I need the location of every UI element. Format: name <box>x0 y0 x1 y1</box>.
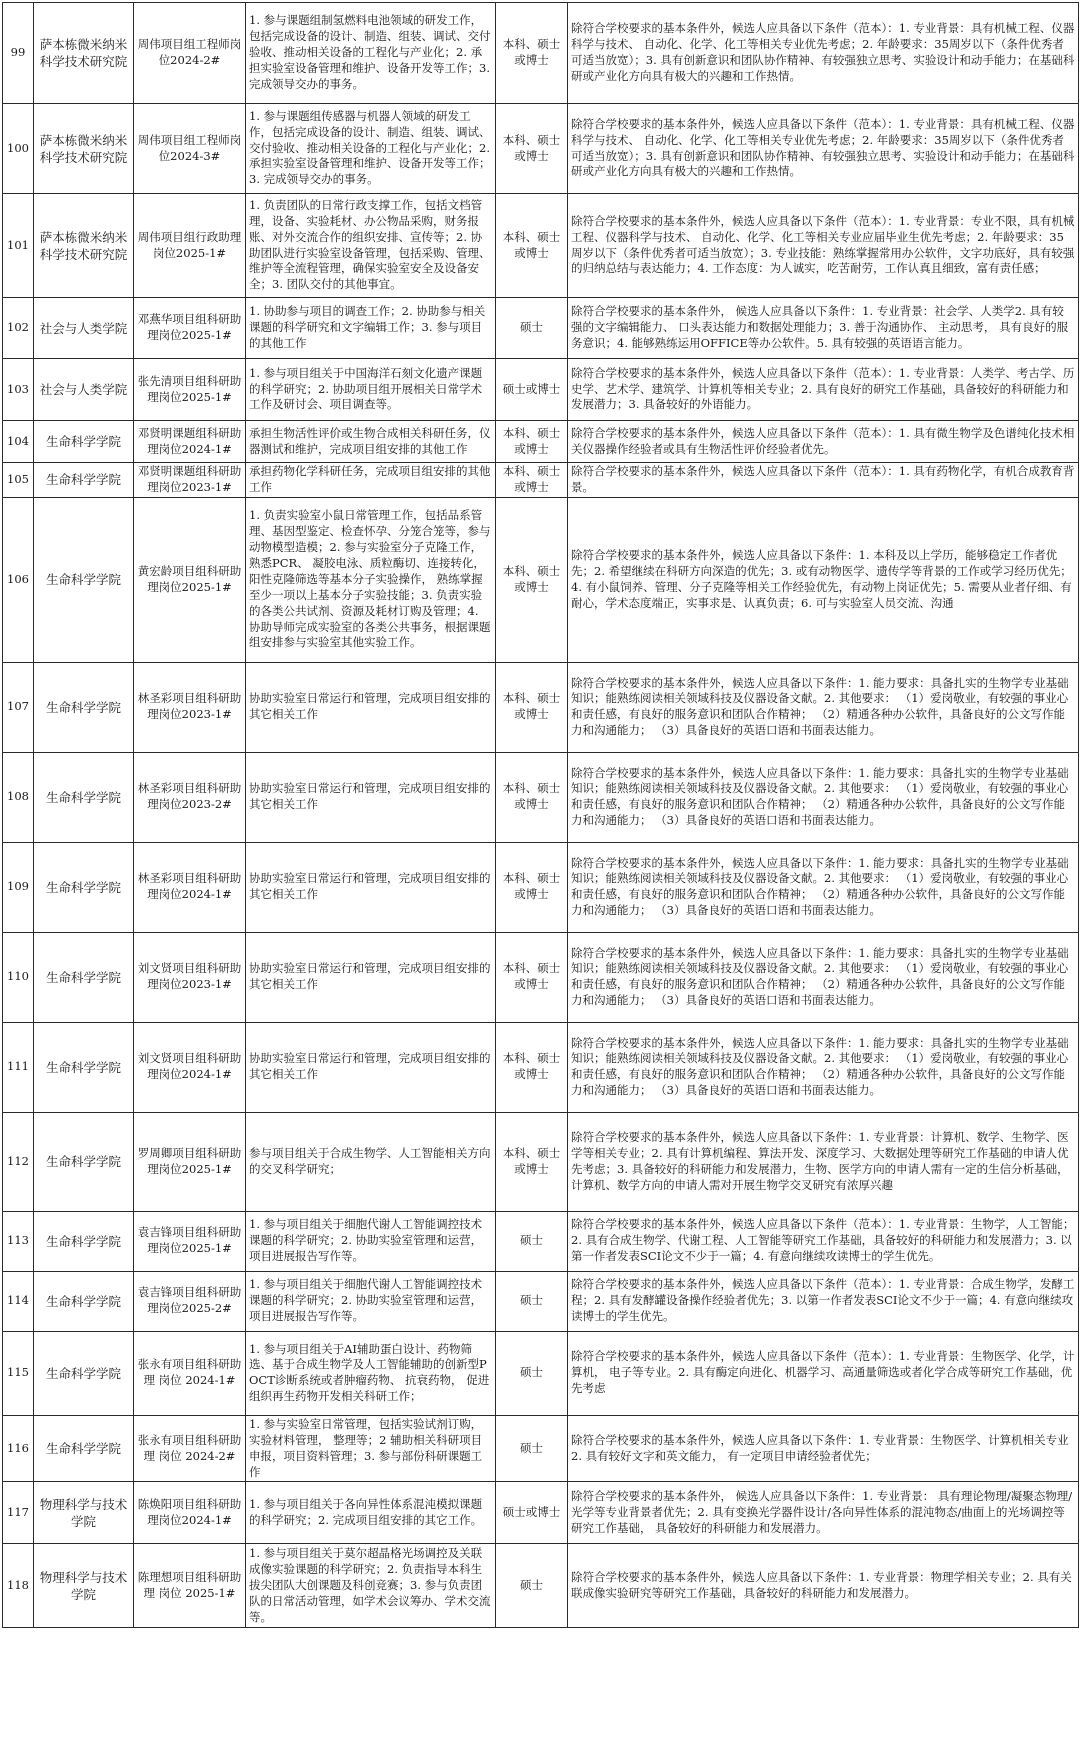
table-row <box>3 194 1079 298</box>
education-cell: 本科、硕士或博士 <box>496 421 568 463</box>
unit-cell: 萨本栋微米纳米科学技术研究院 <box>34 194 134 298</box>
duty-cell: 承担生物活性评价或生物合成相关科研任务，仪器测试和维护，完成项目组安排的其他工作 <box>246 421 496 463</box>
unit-cell: 生命科学学院 <box>34 662 134 752</box>
row-number-cell: 104 <box>3 421 34 463</box>
post-title-cell: 邓贤明课题组科研助理岗位2024-1# <box>134 421 246 463</box>
duty-cell: 承担药物化学科研任务，完成项目组安排的其他工作 <box>246 463 496 498</box>
unit-cell: 生命科学学院 <box>34 1022 134 1112</box>
education-cell: 硕士或博士 <box>496 359 568 421</box>
row-number-cell: 101 <box>3 194 34 298</box>
requirements-cell: 除符合学校要求的基本条件外，候选人应具备以下条件：1. 能力要求：具备扎实的生物学专业基础知识；能熟练阅读相关领域科技及仪器设备文献。2. 其他要求： （1）爱岗敬业，有较强的事业心和责任感，有良好的服务意识和团队合作精神； （2）精通各种办公软件，具备良好的公文写作能力和沟通能力； （3）具备良好的英语口语和书面表达能力。 <box>568 842 1079 932</box>
unit-cell: 生命科学学院 <box>34 842 134 932</box>
duty-cell: 1. 参与项目组关于莫尔超晶格光场调控及关联成像实验课题的科学研究；2. 负责指导本科生拔尖团队大创课题及科创竞赛；3. 参与负责团队的日常活动管理，如学术会议筹办、学术交流等。 <box>246 1544 496 1628</box>
table-row <box>3 932 1079 1022</box>
education-cell: 硕士 <box>496 298 568 359</box>
education-cell: 本科、硕士或博士 <box>496 463 568 498</box>
requirements-cell: 除符合学校要求的基本条件外，候选人应具备以下条件：1. 能力要求：具备扎实的生物学专业基础知识；能熟练阅读相关领域科技及仪器设备文献。2. 其他要求： （1）爱岗敬业，有较强的事业心和责任感，有良好的服务意识和团队合作精神； （2）精通各种办公软件，具备良好的公文写作能力和沟通能力； （3）具备良好的英语口语和书面表达能力。 <box>568 932 1079 1022</box>
unit-cell: 生命科学学院 <box>34 932 134 1022</box>
post-title-cell: 刘文贤项目组科研助理岗位2024-1# <box>134 1022 246 1112</box>
requirements-cell: 除符合学校要求的基本条件外，候选人应具备以下条件（范本）：1. 专业背景：合成生物学，发酵工程；2. 具有发酵罐设备操作经验者优先；3. 以第一作者发表SCI论文不少于一篇；4. 有意向继续攻读博士的学生优先。 <box>568 1271 1079 1331</box>
table-row <box>3 1022 1079 1112</box>
post-title-cell: 张永有项目组科研助理 岗位 2024-2# <box>134 1415 246 1482</box>
duty-cell: 1. 参与项目组关于AI辅助蛋白设计、药物筛选、基于合成生物学及人工智能辅助的创新型POCT诊断系统或者肿瘤药物、 抗衰药物， 促进组织再生药物开发相关科研工作； <box>246 1331 496 1415</box>
unit-cell: 生命科学学院 <box>34 752 134 842</box>
post-title-cell: 周伟项目组工程师岗位2024-2# <box>134 3 246 104</box>
requirements-cell: 除符合学校要求的基本条件外，候选人应具备以下条件：1. 能力要求：具备扎实的生物学专业基础知识；能熟练阅读相关领域科技及仪器设备文献。2. 其他要求： （1）爱岗敬业，有较强的事业心和责任感，有良好的服务意识和团队合作精神； （2）精通各种办公软件，具备良好的公文写作能力和沟通能力； （3）具备良好的英语口语和书面表达能力。 <box>568 752 1079 842</box>
table-row <box>3 1112 1079 1211</box>
positions-table-body <box>3 3 1079 1628</box>
table-row <box>3 1482 1079 1544</box>
requirements-cell: 除符合学校要求的基本条件外，候选人应具备以下条件（范本）：1. 专业背景：生物学，人工智能；2. 具有合成生物学、代谢工程、人工智能等研究工作基础，具备较好的科研能力和发展潜力；3. 以第一作者发表SCI论文不少于一篇；4. 有意向继续攻读博士的学生优先。 <box>568 1211 1079 1271</box>
table-row <box>3 1271 1079 1331</box>
education-cell: 硕士 <box>496 1415 568 1482</box>
post-title-cell: 周伟项目组工程师岗位2024-3# <box>134 104 246 194</box>
row-number-cell: 108 <box>3 752 34 842</box>
table-row <box>3 752 1079 842</box>
unit-cell: 社会与人类学院 <box>34 359 134 421</box>
post-title-cell: 袁吉锋项目组科研助理岗位2025-2# <box>134 1271 246 1331</box>
positions-table <box>2 2 1079 1628</box>
requirements-cell: 除符合学校要求的基本条件外，候选人应具备以下条件（范本）：1. 专业背景：具有机械工程、仪器科学与技术、 自动化、化学、化工等相关专业优先考虑；2. 年龄要求：35周岁以下（条件优秀者可适当放宽）；3. 具有创新意识和团队协作精神、有较强独立思考、实验设计和动手能力；在基础科研或产业化方向具有极大的兴趣和工作热情。 <box>568 104 1079 194</box>
duty-cell: 1. 参与项目组关于细胞代谢人工智能调控技术课题的科学研究；2. 协助实验室管理和运营，项目进展报告写作等。 <box>246 1271 496 1331</box>
unit-cell: 萨本栋微米纳米科学技术研究院 <box>34 3 134 104</box>
education-cell: 硕士 <box>496 1331 568 1415</box>
unit-cell: 生命科学学院 <box>34 497 134 662</box>
requirements-cell: 除符合学校要求的基本条件外，候选人应具备以下条件（范本）：1. 专业背景：人类学、考古学、历史学、艺术学、建筑学、计算机等相关专业；2. 具有良好的研究工作基础，具备较好的科研能力和发展潜力；3. 具备较好的外语能力。 <box>568 359 1079 421</box>
unit-cell: 物理科学与技术 学院 <box>34 1482 134 1544</box>
row-number-cell: 117 <box>3 1482 34 1544</box>
post-title-cell: 刘文贤项目组科研助理岗位2023-1# <box>134 932 246 1022</box>
duty-cell: 1. 参与课题组制氢燃料电池领域的研发工作，包括完成设备的设计、制造、组装、调试、交付验收、推动相关设备的工程化与产业化；2. 承担实验室设备管理和维护、设备开发等工作；3. 完成领导交办的事务。 <box>246 3 496 104</box>
duty-cell: 1. 协助参与项目的调查工作；2. 协助参与相关课题的科学研究和文字编辑工作；3. 参与项目的其他工作 <box>246 298 496 359</box>
table-row <box>3 1415 1079 1482</box>
post-title-cell: 黄宏龄项目组科研助理岗位2025-1# <box>134 497 246 662</box>
recruitment-table-page <box>2 2 1079 1628</box>
duty-cell: 协助实验室日常运行和管理，完成项目组安排的其它相关工作 <box>246 752 496 842</box>
row-number-cell: 115 <box>3 1331 34 1415</box>
duty-cell: 协助实验室日常运行和管理，完成项目组安排的其它相关工作 <box>246 842 496 932</box>
post-title-cell: 张永有项目组科研助理 岗位 2024-1# <box>134 1331 246 1415</box>
post-title-cell: 陈焕阳项目组科研助理岗位2024-1# <box>134 1482 246 1544</box>
education-cell: 本科、硕士或博士 <box>496 662 568 752</box>
post-title-cell: 林圣彩项目组科研助理岗位2023-2# <box>134 752 246 842</box>
duty-cell: 1. 参与项目组关于细胞代谢人工智能调控技术课题的科学研究；2. 协助实验室管理和运营，项目进展报告写作等。 <box>246 1211 496 1271</box>
duty-cell: 1. 参与实验室日常管理，包括实验试剂订购， 实验材料管理， 整理等；2 辅助相关科研项目申报，项目资料管理；3. 参与部份科研课题工作 <box>246 1415 496 1482</box>
row-number-cell: 112 <box>3 1112 34 1211</box>
row-number-cell: 113 <box>3 1211 34 1271</box>
duty-cell: 1. 参与项目组关于各向异性体系混沌模拟课题的科学研究；2. 完成项目组安排的其它工作。 <box>246 1482 496 1544</box>
requirements-cell: 除符合学校要求的基本条件外，候选人应具备以下条件（范本）：1. 具有药物化学，有机合成教育背景。 <box>568 463 1079 498</box>
education-cell: 本科、硕士或博士 <box>496 104 568 194</box>
post-title-cell: 张先清项目组科研助理岗位2025-1# <box>134 359 246 421</box>
row-number-cell: 99 <box>3 3 34 104</box>
post-title-cell: 林圣彩项目组科研助理岗位2024-1# <box>134 842 246 932</box>
row-number-cell: 103 <box>3 359 34 421</box>
unit-cell: 生命科学学院 <box>34 1415 134 1482</box>
row-number-cell: 110 <box>3 932 34 1022</box>
unit-cell: 生命科学学院 <box>34 421 134 463</box>
education-cell: 本科、硕士或博士 <box>496 1112 568 1211</box>
table-row <box>3 662 1079 752</box>
education-cell: 本科、硕士或博士 <box>496 3 568 104</box>
education-cell: 硕士 <box>496 1271 568 1331</box>
education-cell: 本科、硕士或博士 <box>496 1022 568 1112</box>
duty-cell: 参与项目组关于合成生物学、人工智能相关方向的交叉科学研究； <box>246 1112 496 1211</box>
row-number-cell: 114 <box>3 1271 34 1331</box>
table-row <box>3 359 1079 421</box>
requirements-cell: 除符合学校要求的基本条件外， 候选人应具备以下条件：1. 专业背景： 具有理论物理/凝聚态物理/光学等专业背景者优先；2. 具有变换光学器件设计/各向异性体系的混沌物态/曲面上的光场调控等研究工作基础， 具备较好的科研能力和发展潜力。 <box>568 1482 1079 1544</box>
table-row <box>3 421 1079 463</box>
education-cell: 本科、硕士或博士 <box>496 932 568 1022</box>
duty-cell: 协助实验室日常运行和管理，完成项目组安排的其它相关工作 <box>246 1022 496 1112</box>
post-title-cell: 罗周卿项目组科研助理岗位2025-1# <box>134 1112 246 1211</box>
requirements-cell: 除符合学校要求的基本条件外，候选人应具备以下条件：1. 专业背景：计算机、数学、生物学、医学等相关专业；2. 具有计算机编程、算法开发、深度学习、大数据处理等研究工作基础的申请人优先考虑；3. 具备较好的科研能力和发展潜力，生物、医学方向的申请人需有一定的生信分析基础，计算机、数学方向的申请人需对开展生物学交叉研究有浓厚兴趣 <box>568 1112 1079 1211</box>
table-row <box>3 3 1079 104</box>
requirements-cell: 除符合学校要求的基本条件外，候选人应具备以下条件：1. 本科及以上学历，能够稳定工作者优先；2. 希望继续在科研方向深造的优先；3. 或有动物医学、遗传学等背景的工作或学习经历优先；4. 有小鼠饲养、管理、分子克隆等相关工作经验优先，有动物上岗证优先；5. 需要从业者仔细、有耐心，学术态度端正，实事求是、认真负责；6. 可与实验室人员交流、沟通 <box>568 497 1079 662</box>
unit-cell: 萨本栋微米纳米科学技术研究院 <box>34 104 134 194</box>
post-title-cell: 陈理想项目组科研助理 岗位 2025-1# <box>134 1544 246 1628</box>
post-title-cell: 林圣彩项目组科研助理岗位2023-1# <box>134 662 246 752</box>
requirements-cell: 除符合学校要求的基本条件外，候选人应具备以下条件：1. 能力要求：具备扎实的生物学专业基础知识；能熟练阅读相关领域科技及仪器设备文献。2. 其他要求： （1）爱岗敬业，有较强的事业心和责任感，有良好的服务意识和团队合作精神； （2）精通各种办公软件，具备良好的公文写作能力和沟通能力； （3）具备良好的英语口语和书面表达能力。 <box>568 662 1079 752</box>
requirements-cell: 除符合学校要求的基本条件外，候选人应具备以下条件（范本）：1. 专业背景：生物医学、化学，计算机， 电子等专业。2. 具有酶定向进化、机器学习、高通量筛选或者化学合成等研究工作基础，优先考虑 <box>568 1331 1079 1415</box>
row-number-cell: 106 <box>3 497 34 662</box>
post-title-cell: 周伟项目组行政助理岗位2025-1# <box>134 194 246 298</box>
row-number-cell: 118 <box>3 1544 34 1628</box>
unit-cell: 生命科学学院 <box>34 1331 134 1415</box>
duty-cell: 1. 参与项目组关于中国海洋石刻文化遗产课题的科学研究；2. 协助项目组开展相关日常学术工作及研讨会、项目调查等。 <box>246 359 496 421</box>
duty-cell: 1. 负责团队的日常行政支撑工作，包括文档管理，设备、实验耗材、办公物品采购，财务报账、对外交流合作的组织安排、宣传等；2. 协助团队进行实验室设备管理，包括采购、管理、维护等全流程管理，确保实验室安全及设备安全；3. 团队交付的其他事宜。 <box>246 194 496 298</box>
requirements-cell: 除符合学校要求的基本条件外，候选人应具备以下条件：1. 专业背景：生物医学、计算机相关专业2. 具有较好文字和英文能力， 有一定项目申请经验者优先； <box>568 1415 1079 1482</box>
education-cell: 本科、硕士或博士 <box>496 194 568 298</box>
table-row <box>3 463 1079 498</box>
duty-cell: 协助实验室日常运行和管理，完成项目组安排的其它相关工作 <box>246 662 496 752</box>
row-number-cell: 100 <box>3 104 34 194</box>
table-row <box>3 298 1079 359</box>
row-number-cell: 109 <box>3 842 34 932</box>
post-title-cell: 袁吉锋项目组科研助理岗位2025-1# <box>134 1211 246 1271</box>
education-cell: 硕士或博士 <box>496 1482 568 1544</box>
unit-cell: 物理科学与技术 学院 <box>34 1544 134 1628</box>
education-cell: 硕士 <box>496 1211 568 1271</box>
unit-cell: 生命科学学院 <box>34 1112 134 1211</box>
duty-cell: 1. 负责实验室小鼠日常管理工作，包括品系管理、基因型鉴定、检查怀孕、分笼合笼等，参与动物模型造模；2. 参与实验室分子克隆工作，熟悉PCR、 凝胶电泳、质粒酶切、连接转化， 阳性克隆筛选等基本分子实验操作， 熟练掌握至少一项以上基本分子实验技能；3. 负责实验的各类公共试剂、资源及耗材订购及管理；4. 协助导师完成实验室的各类公共事务，根据课题组安排参与实验室其他实验工作。 <box>246 497 496 662</box>
post-title-cell: 邓燕华项目组科研助理岗位2025-1# <box>134 298 246 359</box>
unit-cell: 生命科学学院 <box>34 1271 134 1331</box>
requirements-cell: 除符合学校要求的基本条件外，候选人应具备以下条件（范本）：1. 专业背景：具有机械工程、仪器科学与技术、 自动化、化学、化工等相关专业优先考虑；2. 年龄要求：35周岁以下（条件优秀者可适当放宽）；3. 具有创新意识和团队协作精神、有较强独立思考、实验设计和动手能力；在基础科研或产业化方向具有极大的兴趣和工作热情。 <box>568 3 1079 104</box>
education-cell: 本科、硕士或博士 <box>496 497 568 662</box>
row-number-cell: 102 <box>3 298 34 359</box>
requirements-cell: 除符合学校要求的基本条件外，候选人应具备以下条件（范本）：1. 具有微生物学及色谱纯化技术相关仪器操作经验者或具有生物活性评价经验者优先。 <box>568 421 1079 463</box>
table-row <box>3 104 1079 194</box>
table-row <box>3 842 1079 932</box>
row-number-cell: 116 <box>3 1415 34 1482</box>
requirements-cell: 除符合学校要求的基本条件外， 候选人应具备以下条件：1. 专业背景：社会学、人类学2. 具有较强的文字编辑能力、 口头表达能力和数据处理能力；3. 善于沟通协作、 主动思考， 具有良好的服务意识；4. 能够熟练运用OFFICE等办公软件。5. 具有较强的英语语言能力。 <box>568 298 1079 359</box>
unit-cell: 社会与人类学院 <box>34 298 134 359</box>
row-number-cell: 111 <box>3 1022 34 1112</box>
table-row <box>3 1331 1079 1415</box>
education-cell: 本科、硕士或博士 <box>496 842 568 932</box>
row-number-cell: 107 <box>3 662 34 752</box>
post-title-cell: 邓贤明课题组科研助理岗位2023-1# <box>134 463 246 498</box>
row-number-cell: 105 <box>3 463 34 498</box>
duty-cell: 1. 参与课题组传感器与机器人领域的研发工作，包括完成设备的设计、制造、组装、调试、交付验收、推动相关设备的工程化与产业化；2. 承担实验室设备管理和维护、设备开发等工作；3. 完成领导交办的事务。 <box>246 104 496 194</box>
table-row <box>3 1211 1079 1271</box>
requirements-cell: 除符合学校要求的基本条件外，候选人应具备以下条件（范本）：1. 专业背景：专业不限，具有机械工程、仪器科学与技术、 自动化、化学、化工等相关专业应届毕业生优先考虑；2. 年龄要求：35周岁以下（条件优秀者可适当放宽）；3. 专业技能：熟练掌握常用办公软件，文字功底好，具有较强的归纳总结与表达能力；4. 工作态度：为人诚实，吃苦耐劳，工作认真且细致，富有责任感； <box>568 194 1079 298</box>
table-row <box>3 1544 1079 1628</box>
unit-cell: 生命科学学院 <box>34 1211 134 1271</box>
duty-cell: 协助实验室日常运行和管理，完成项目组安排的其它相关工作 <box>246 932 496 1022</box>
education-cell: 硕士 <box>496 1544 568 1628</box>
education-cell: 本科、硕士或博士 <box>496 752 568 842</box>
requirements-cell: 除符合学校要求的基本条件外，候选人应具备以下条件：1. 能力要求：具备扎实的生物学专业基础知识；能熟练阅读相关领域科技及仪器设备文献。2. 其他要求： （1）爱岗敬业，有较强的事业心和责任感，有良好的服务意识和团队合作精神； （2）精通各种办公软件，具备良好的公文写作能力和沟通能力； （3）具备良好的英语口语和书面表达能力。 <box>568 1022 1079 1112</box>
table-row <box>3 497 1079 662</box>
unit-cell: 生命科学学院 <box>34 463 134 498</box>
requirements-cell: 除符合学校要求的基本条件外，候选人应具备以下条件：1. 专业背景：物理学相关专业；2. 具有关联成像实验研究等研究工作基础，具备较好的科研能力和发展潜力。 <box>568 1544 1079 1628</box>
